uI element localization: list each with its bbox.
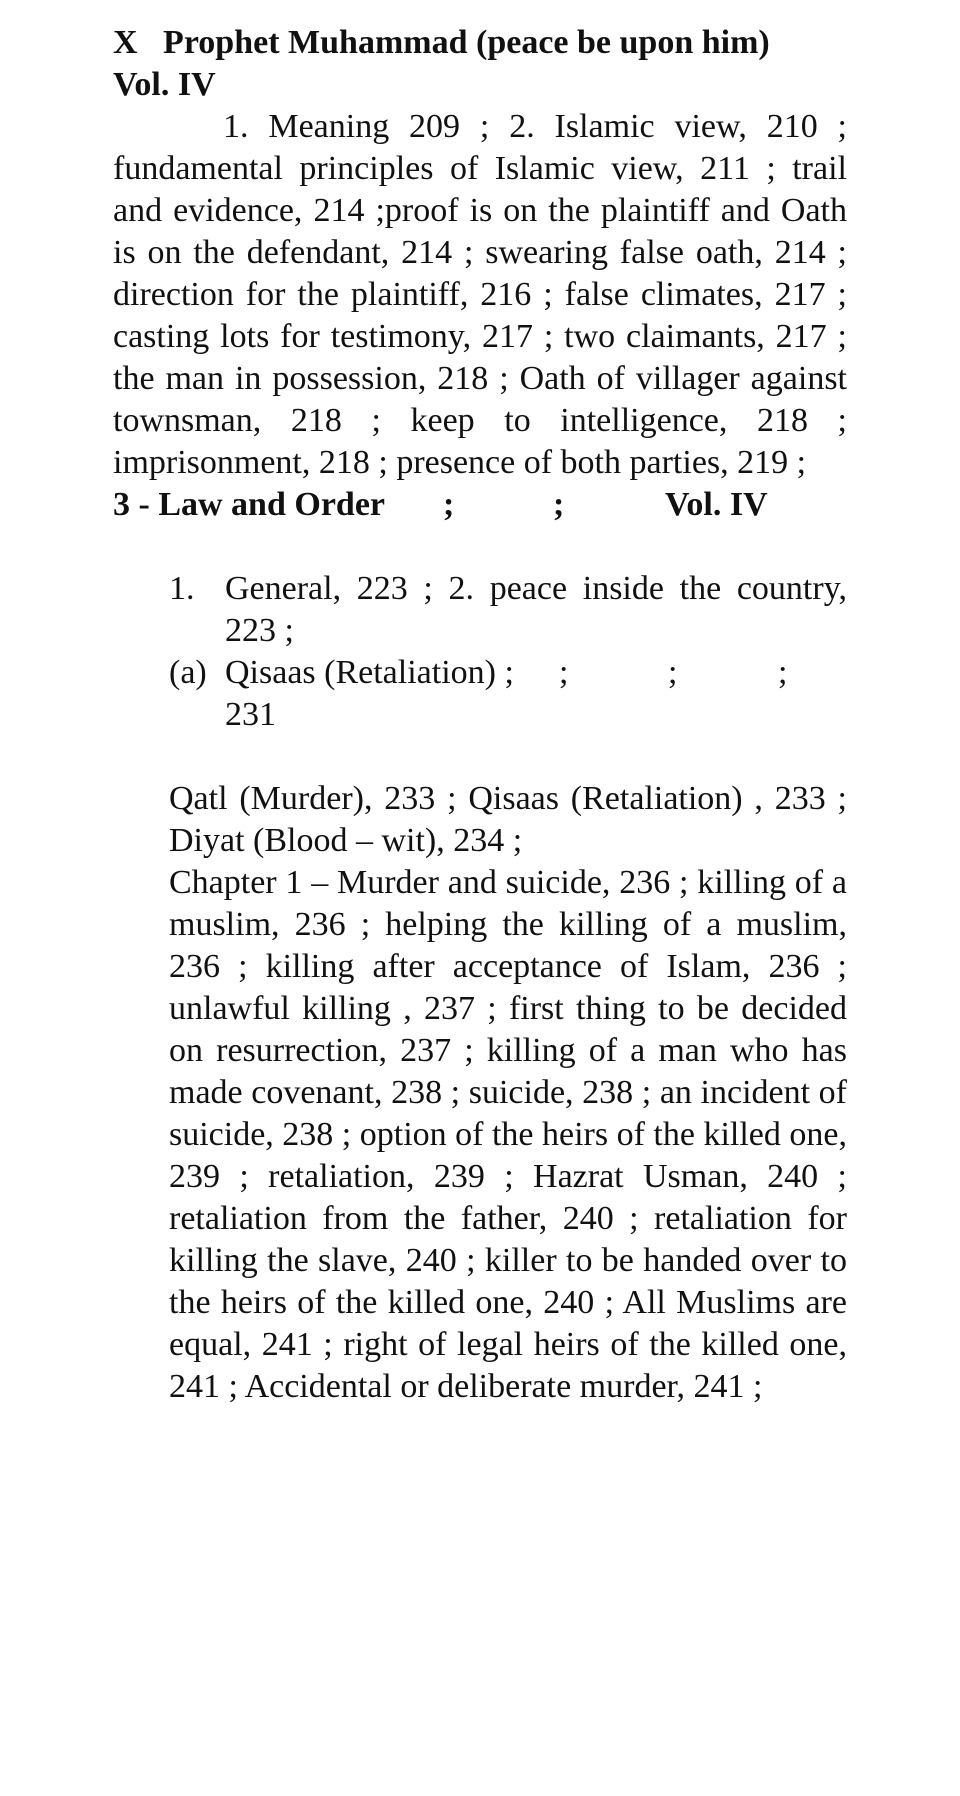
qisaas-semicolon-3: ; [778, 654, 788, 691]
intro-paragraph: 1. Meaning 209 ; 2. Islamic view, 210 ; fundamental principles of Islamic view, 211 ; trail and evidence, 214 ;proof is on the plaintiff and Oath is on the defendant, 214 ; swearing false oath, 214 ; direction for the plaintiff, 216 ; false climates, 217 ; casting lots for testimony, 217 ; two claimants, 217 ; the man in possession, 218 ; Oath of villager against townsman, 218 ; keep to intelligence, 218 ; imprisonment, 218 ; presence of both parties, 219 ; [113, 108, 847, 481]
law-order-title: 3 - Law and Order [113, 486, 385, 523]
list-item-general [169, 568, 847, 652]
qisaas-semicolon-1: ; [559, 654, 569, 691]
qatl-paragraph: Qatl (Murder), 233 ; Qisaas (Retaliation) , 233 ; Diyat (Blood – wit), 234 ; [169, 780, 847, 859]
law-order-heading [113, 484, 847, 526]
law-order-volume: Vol. IV [665, 486, 768, 523]
law-order-semicolon-1: ; [443, 486, 455, 523]
chapter-paragraph: Chapter 1 – Murder and suicide, 236 ; killing of a muslim, 236 ; helping the killing of a muslim, 236 ; killing after acceptance of Islam, 236 ; unlawful killing , 237 ; first thing to be decided on resurrection, 237 ; killing of a man who has made covenant, 238 ; suicide, 238 ; an incident of suicide, 238 ; option of the heirs of the killed one, 239 ; retaliation, 239 ; Hazrat Usman, 240 ; retaliation from the father, 240 ; retaliation for killing the slave, 240 ; killer to be handed over to the heirs of the killed one, 240 ; All Muslims are equal, 241 ; right of legal heirs of the killed one, 241 ; Accidental or deliberate murder, 241 ; [169, 864, 847, 1405]
list-item-qisaas [169, 652, 847, 736]
list-item-number: (a) [169, 654, 207, 691]
qisaas-semicolon-2: ; [668, 654, 678, 691]
law-order-semicolon-2: ; [553, 486, 565, 523]
list-item-number: 1. [169, 570, 195, 607]
section-title: X Prophet Muhammad (peace be upon him) [113, 24, 770, 61]
document-page [113, 22, 847, 1408]
list-item-body [225, 652, 847, 736]
qisaas-text: Qisaas (Retaliation) ; [225, 654, 514, 691]
list-item-text: General, 223 ; 2. peace inside the country, 223 ; [225, 570, 847, 649]
section-volume: Vol. IV [113, 66, 216, 103]
section-heading [113, 22, 847, 106]
qisaas-page: 231 [225, 696, 276, 733]
qisaas-line [225, 652, 847, 694]
spacer [169, 736, 847, 778]
law-order-section [169, 568, 847, 1408]
spacer [113, 526, 847, 568]
